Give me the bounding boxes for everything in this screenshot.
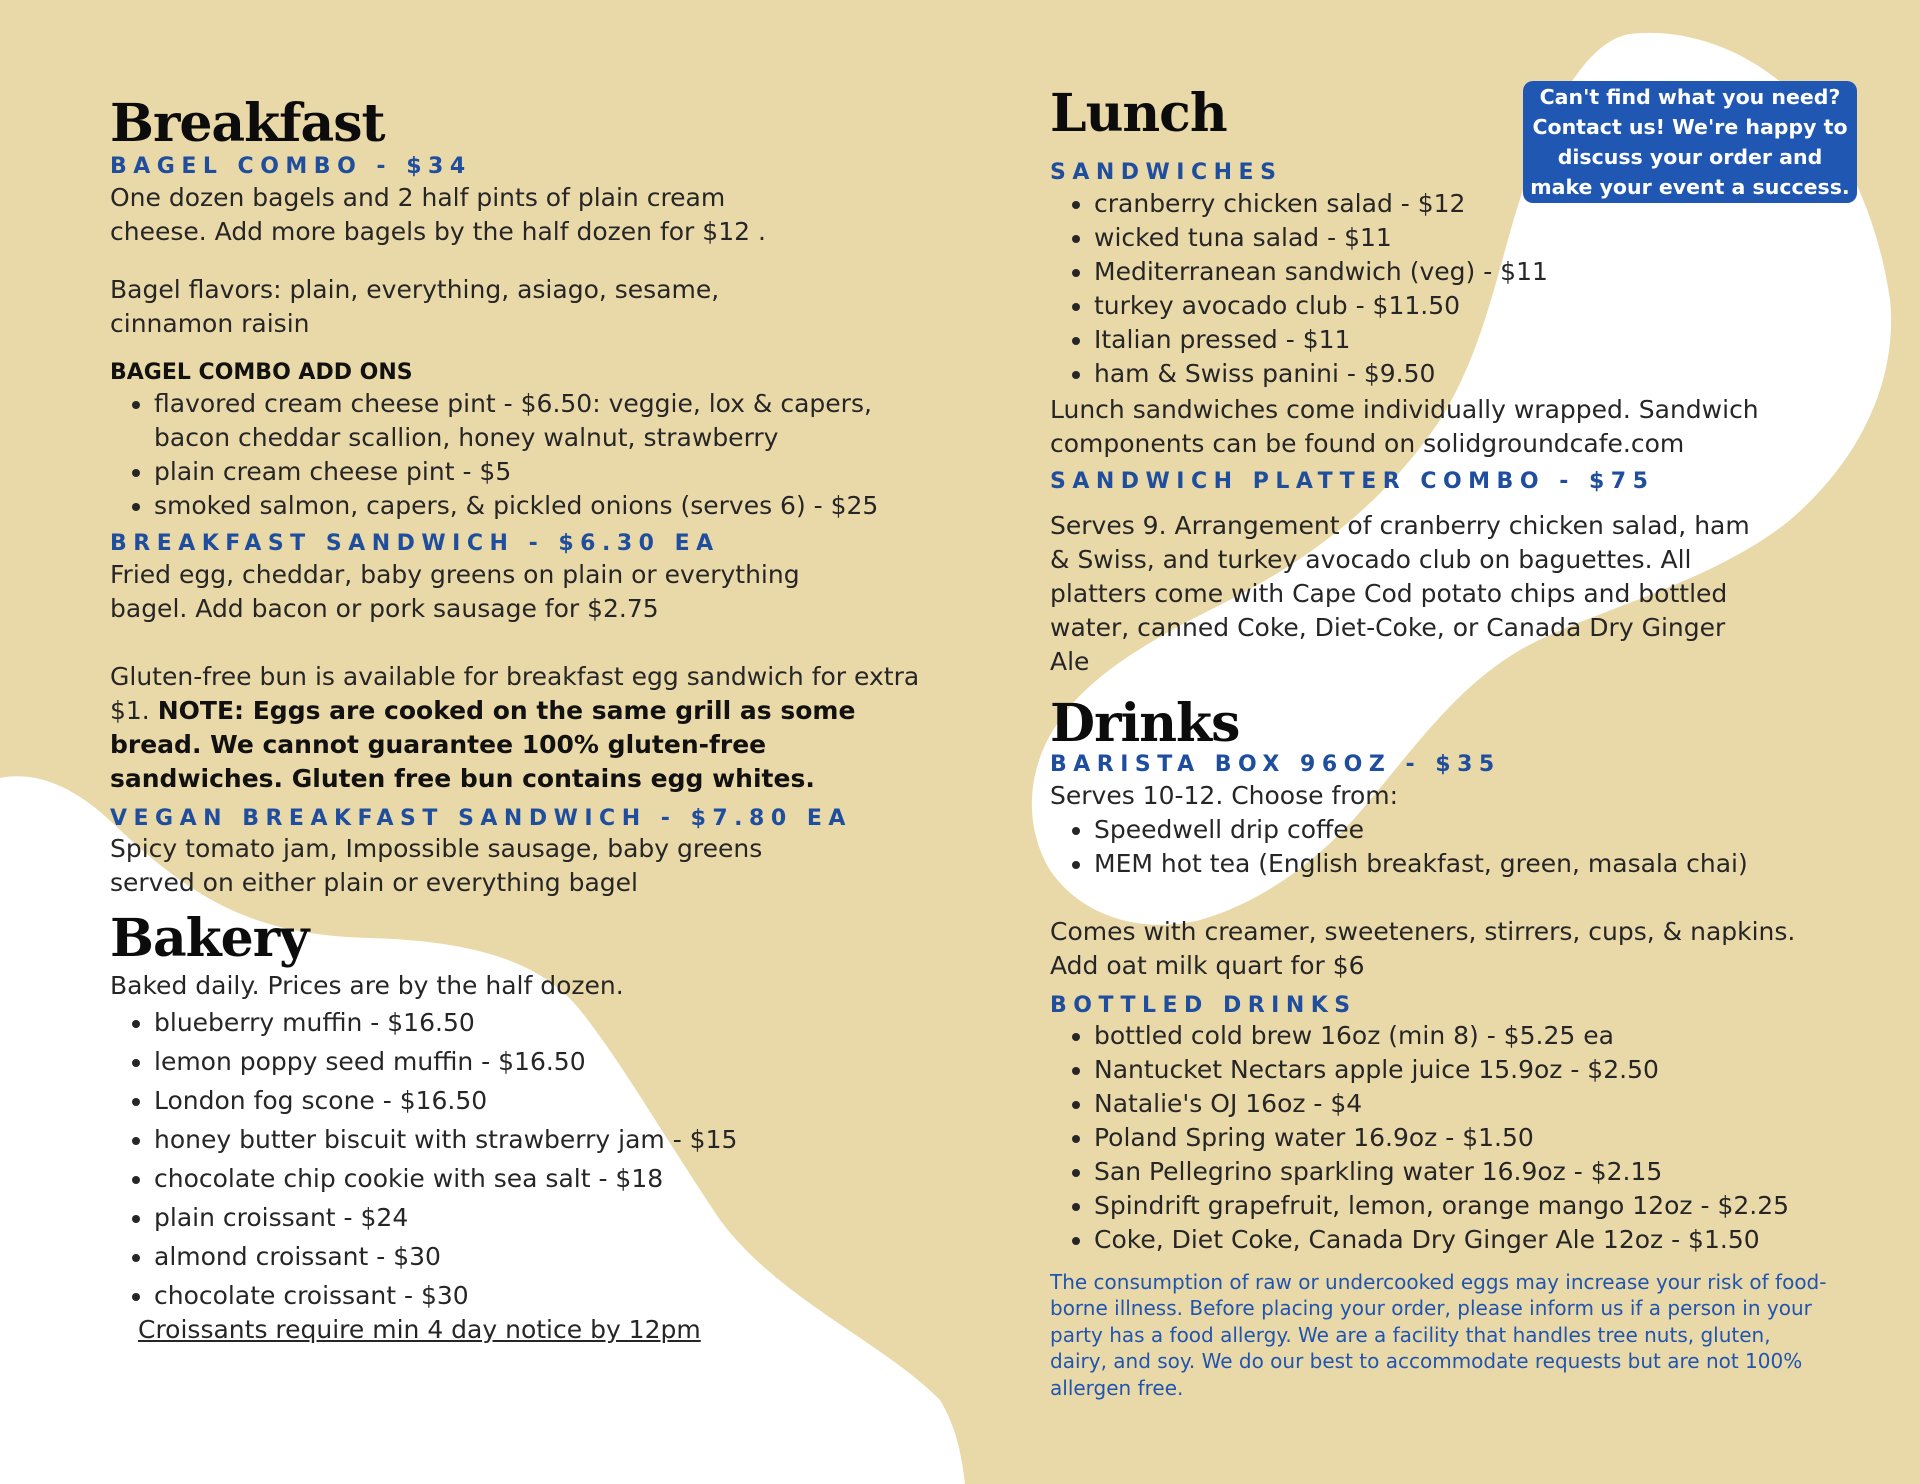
list-item: • MEM hot tea (English breakfast, green, masala chai) [1094, 847, 1830, 881]
list-item: • Spindrift grapefruit, lemon, orange mango 12oz - $2.25 [1094, 1189, 1830, 1223]
barista-note: Comes with creamer, sweeteners, stirrers, cups, & napkins. Add oat milk quart for $6 [1050, 916, 1796, 980]
breakfast-title: Breakfast [110, 93, 385, 154]
list-item: • San Pellegrino sparkling water 16.9oz - $2.15 [1094, 1155, 1830, 1189]
left-column [110, 95, 970, 1344]
bottled-heading: BOTTLED DRINKS [1050, 992, 1357, 1018]
list-item: • bottled cold brew 16oz (min 8) - $5.25 ea [1094, 1019, 1830, 1053]
list-item: • Speedwell drip coffee [1094, 813, 1830, 847]
gluten-free-note [110, 660, 920, 796]
sandwich-note: Lunch sandwiches come individually wrapped. Sandwich components can be found on solidgroundcafe.com [1050, 394, 1759, 458]
bagel-combo-heading: BAGEL COMBO - $34 [110, 154, 472, 180]
list-item: • wicked tuna salad - $11 [1094, 221, 1830, 255]
lunch-title: Lunch [1050, 83, 1227, 144]
bottled-list [1050, 1019, 1830, 1257]
list-item: • honey butter biscuit with strawberry jam - $15 [154, 1120, 970, 1159]
breakfast-sandwich-desc: Fried egg, cheddar, baby greens on plain or everything bagel. Add bacon or pork sausage for $2.75 [110, 559, 800, 623]
bakery-intro: Baked daily. Prices are by the half dozen. [110, 971, 624, 1001]
list-item: • cranberry chicken salad - $12 [1094, 187, 1830, 221]
bakery-title: Bakery [110, 907, 309, 969]
croissant-notice: Croissants require min 4 day notice by 12pm [138, 1315, 701, 1345]
vegan-sandwich-heading: VEGAN BREAKFAST SANDWICH - $7.80 EA [110, 805, 852, 831]
list-item: • Coke, Diet Coke, Canada Dry Ginger Ale 12oz - $1.50 [1094, 1223, 1830, 1257]
breakfast-sandwich-heading: BREAKFAST SANDWICH - $6.30 EA [110, 531, 720, 557]
barista-intro: Serves 10-12. Choose from: [1050, 780, 1399, 810]
list-item: • Mediterranean sandwich (veg) - $11 [1094, 255, 1830, 289]
list-item: • chocolate chip cookie with sea salt - $18 [154, 1159, 970, 1198]
sandwiches-list [1050, 187, 1830, 391]
contact-callout: Can't find what you need? Contact us! We're happy to discuss your order and make your event a success. [1523, 81, 1857, 203]
right-column [1050, 85, 1830, 1401]
bagel-flavors: Bagel flavors: plain, everything, asiago, sesame, cinnamon raisin [110, 274, 720, 338]
list-item: • almond croissant - $30 [154, 1237, 970, 1276]
gluten-free-warning: NOTE: Eggs are cooked on the same grill as some bread. We cannot guarantee 100% gluten-free sandwiches. Gluten free bun contains egg whites. [110, 695, 856, 793]
list-item: • Italian pressed - $11 [1094, 323, 1830, 357]
list-item: • chocolate croissant - $30 [154, 1276, 970, 1315]
addons-list [110, 387, 954, 523]
list-item: • plain croissant - $24 [154, 1198, 970, 1237]
barista-list [1050, 813, 1830, 881]
platter-heading: SANDWICH PLATTER COMBO - $75 [1050, 468, 1655, 494]
platter-desc: Serves 9. Arrangement of cranberry chicken salad, ham & Swiss, and turkey avocado club on baguettes. All platters come with Cape Cod potato chips and bottled water, canned Coke, Diet-Coke, or Canada Dry Ginger Ale [1050, 510, 1750, 676]
barista-heading: BARISTA BOX 96OZ - $35 [1050, 752, 1501, 778]
list-item: • smoked salmon, capers, & pickled onions (serves 6) - $25 [154, 489, 954, 523]
gluten-free-intro: Gluten-free bun is available for breakfast egg sandwich for extra $1. [110, 661, 920, 725]
addons-heading: BAGEL COMBO ADD ONS [110, 359, 413, 385]
list-item: • plain cream cheese pint - $5 [154, 455, 954, 489]
list-item: • Natalie's OJ 16oz - $4 [1094, 1087, 1830, 1121]
drinks-title: Drinks [1050, 692, 1240, 754]
list-item: • flavored cream cheese pint - $6.50: veggie, lox & capers, bacon cheddar scallion, honey walnut, strawberry [154, 387, 954, 455]
bagel-combo-desc: One dozen bagels and 2 half pints of plain cream cheese. Add more bagels by the half dozen for $12 . [110, 182, 766, 246]
list-item: • blueberry muffin - $16.50 [154, 1003, 970, 1042]
list-item: • Nantucket Nectars apple juice 15.9oz - $2.50 [1094, 1053, 1830, 1087]
list-item: • turkey avocado club - $11.50 [1094, 289, 1830, 323]
list-item: • lemon poppy seed muffin - $16.50 [154, 1042, 970, 1081]
list-item: • ham & Swiss panini - $9.50 [1094, 357, 1830, 391]
list-item: • Poland Spring water 16.9oz - $1.50 [1094, 1121, 1830, 1155]
vegan-sandwich-desc: Spicy tomato jam, Impossible sausage, baby greens served on either plain or everything bagel [110, 833, 763, 897]
list-item: • London fog scone - $16.50 [154, 1081, 970, 1120]
sandwiches-heading: SANDWICHES [1050, 160, 1283, 186]
allergy-notice: The consumption of raw or undercooked eggs may increase your risk of food-borne illness. Before placing your order, please inform us if a person in your party has a food allergy. We are a facility that handles tree nuts, gluten, dairy, and soy. We do our best to accommodate requests but are not 100% allergen free. [1050, 1269, 1827, 1400]
bakery-list [110, 1003, 970, 1315]
